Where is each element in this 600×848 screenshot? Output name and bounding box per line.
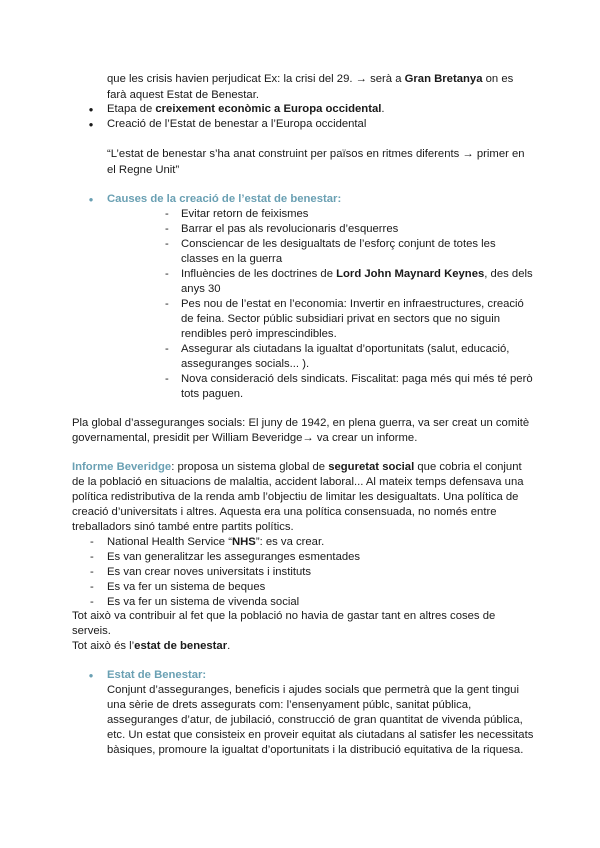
causes-heading: Causes de la creació de l’estat de benestar: xyxy=(107,193,342,205)
bullet-icon xyxy=(86,117,96,133)
text: Tot això és l’ xyxy=(72,640,135,652)
dash-icon: - xyxy=(90,566,94,578)
cause-item: Assegurar als ciutadans la igualtat d’oportunitats (salut, educació, xyxy=(181,343,510,355)
intro-bullet-1 xyxy=(107,102,385,118)
cause-item-cont: tots paguen. xyxy=(181,388,244,400)
estat-heading: Estat de Benestar: xyxy=(107,669,207,681)
text: : proposa un sistema global de xyxy=(171,461,329,473)
bold-text: creixement econòmic a Europa occidental xyxy=(155,103,382,115)
text: National Health Service “ xyxy=(107,536,232,548)
dash-icon: - xyxy=(165,373,169,385)
dash-icon: - xyxy=(90,596,94,608)
cause-item-cont: anys 30 xyxy=(181,283,221,295)
beveridge-list-item: Es va fer un sistema de beques xyxy=(107,581,266,593)
text: que cobria el conjunt xyxy=(414,461,522,473)
cause-item: Nova consideració dels sindicats. Fiscalitat: paga més qui més té però xyxy=(181,373,533,385)
beveridge-list-item: Es va fer un sistema de vivenda social xyxy=(107,596,300,608)
dash-icon: - xyxy=(165,343,169,355)
summary-line-1: Tot això va contribuir al fet que la població no havia de gastar tant en altres coses de xyxy=(72,610,496,622)
summary-line-3 xyxy=(72,639,230,655)
cause-item: Consciencar de les desigualtats de l’esforç conjunt de totes les xyxy=(181,238,496,250)
estat-line: asseguranges d’atur, de jubilació, construcció de gran quantitat de vivenda pública, xyxy=(107,714,523,726)
dash-icon: - xyxy=(165,268,169,280)
estat-line: Conjunt d’asseguranges, beneficis i ajudes socials que permetrà que la gent tingui xyxy=(107,684,519,696)
quote-line-1: “L’estat de benestar s’ha anat construint per països en ritmes diferents → primer en xyxy=(107,148,525,160)
beveridge-line: política redistributiva de la renda amb l’objectiu de limitar les desigualtats. Una política de xyxy=(72,491,519,503)
intro-bullet-2: Creació de l’Estat de benestar a l’Europa occidental xyxy=(107,118,367,130)
quote-line-2: el Regne Unit” xyxy=(107,164,180,176)
cause-item-cont: classes en la guerra xyxy=(181,253,283,265)
bullet-icon xyxy=(86,668,96,684)
text: Etapa de xyxy=(107,103,156,115)
beveridge-line: treballadors sinó també entre partits polítics. xyxy=(72,521,294,533)
bold-text: seguretat social xyxy=(328,461,415,473)
text: , des dels xyxy=(484,268,533,280)
cause-item-cont: rendibles però imprescindibles. xyxy=(181,328,337,340)
cause-item-cont: de feina. Sector públic subsidiari privat en sectors que no siguin xyxy=(181,313,501,325)
beveridge-line: de la població en situacions de malaltia, accident laboral... Al mateix temps defensava una xyxy=(72,476,524,488)
beveridge-line: creació d’universitats i altres. Aquesta era una política consensuada, no només entre xyxy=(72,506,497,518)
beveridge-heading: Informe Beveridge xyxy=(72,461,172,473)
dash-icon: - xyxy=(165,208,169,220)
estat-line: una sèrie de drets assegurats com: l’ensenyament públc, sanitat pública, xyxy=(107,699,472,711)
bullet-icon xyxy=(86,192,96,208)
cause-item: Barrar el pas als revolucionaris d’esquerres xyxy=(181,223,399,235)
intro-line-1 xyxy=(107,72,513,88)
estat-line: etc. Un estat que consisteix en proveir equitat als ciutadans al satisfer les necessitats xyxy=(107,729,534,741)
text: . xyxy=(381,103,385,115)
cause-item: Evitar retorn de feixismes xyxy=(181,208,309,220)
dash-icon: - xyxy=(90,581,94,593)
cause-item xyxy=(181,267,533,283)
beveridge-list-item: Es van generalitzar les asseguranges esmentades xyxy=(107,551,361,563)
text: ”: es va crear. xyxy=(255,536,325,548)
estat-line: bàsiques, promoure la igualtat d’oportunitats i la distribució equitativa de la riquesa. xyxy=(107,744,524,756)
intro-text: on es xyxy=(482,73,514,85)
intro-line-2: farà aquest Estat de Benestar. xyxy=(107,89,259,101)
plan-line-2: governamental, presidit per William Beveridge→ va crear un informe. xyxy=(72,432,418,444)
beveridge-line-1 xyxy=(72,460,522,476)
intro-text: que les crisis havien perjudicat Ex: la crisi del 29. → serà a xyxy=(107,73,405,85)
cause-item-cont: asseguranges socials... ). xyxy=(181,358,310,370)
bold-text: estat de benestar xyxy=(134,640,228,652)
summary-line-2: serveis. xyxy=(72,625,111,637)
text: . xyxy=(227,640,231,652)
plan-line-1: Pla global d’asseguranges socials: El juny de 1942, en plena guerra, va ser creat un comitè xyxy=(72,417,530,429)
bullet-icon xyxy=(86,102,96,118)
bold-text: NHS xyxy=(231,536,256,548)
dash-icon: - xyxy=(90,551,94,563)
intro-bold: Gran Bretanya xyxy=(404,73,483,85)
dash-icon: - xyxy=(90,536,94,548)
dash-icon: - xyxy=(165,298,169,310)
cause-item: Pes nou de l’estat en l’economia: Invertir en infraestructures, creació xyxy=(181,298,524,310)
beveridge-list-item: Es van crear noves universitats i instituts xyxy=(107,566,312,578)
dash-icon: - xyxy=(165,238,169,250)
text: Influències de les doctrines de xyxy=(181,268,337,280)
dash-icon: - xyxy=(165,223,169,235)
bold-text: Lord John Maynard Keynes xyxy=(336,268,485,280)
beveridge-list-item xyxy=(107,535,324,551)
